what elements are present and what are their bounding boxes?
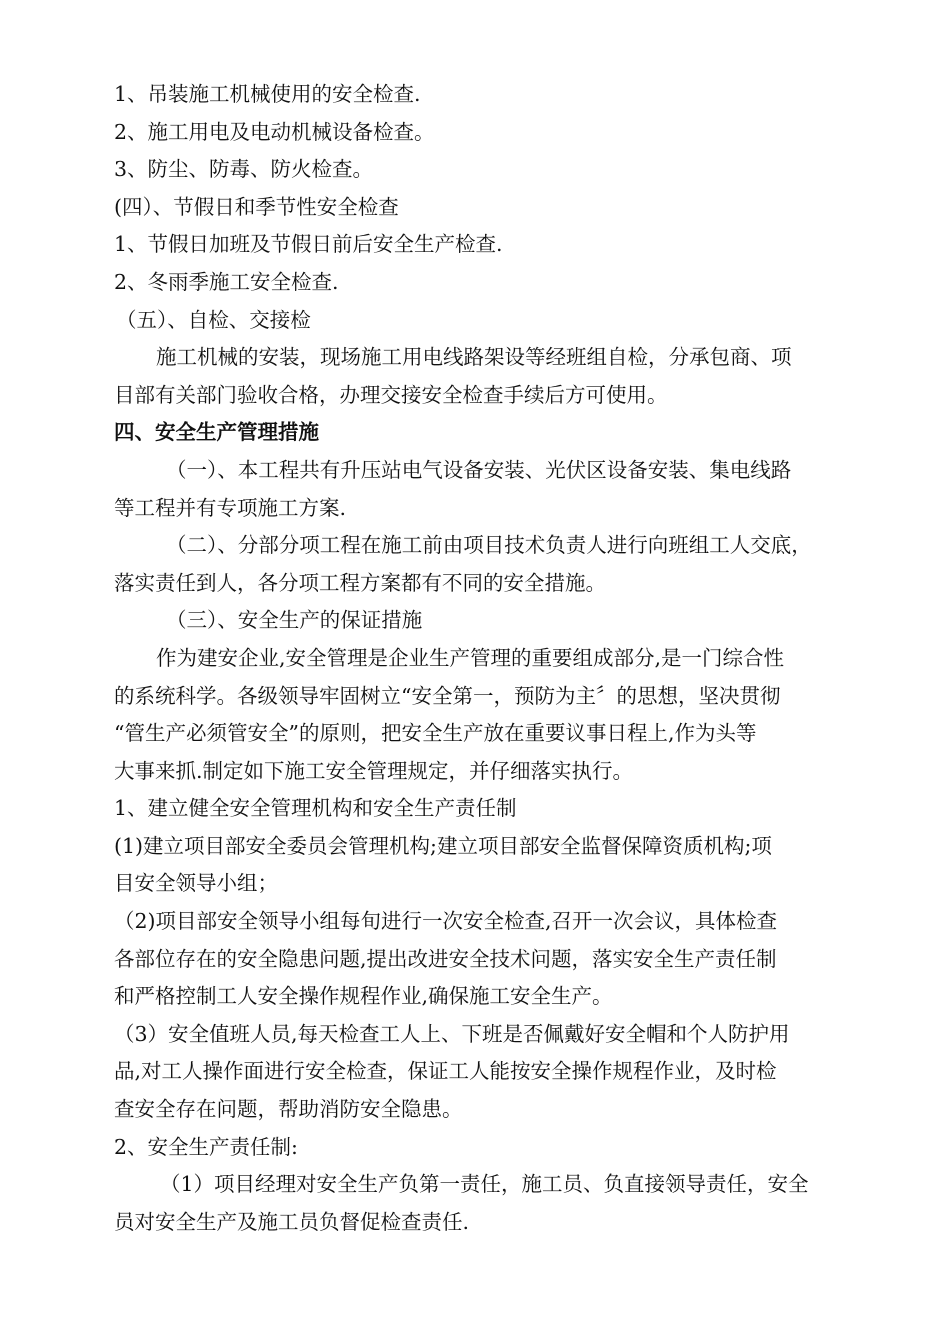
paragraph-line: 落实责任到人，各分项工程方案都有不同的安全措施。 [114, 570, 606, 595]
paragraph-line: 员对安全生产及施工员负督促检查责任. [114, 1209, 470, 1234]
section-heading: (四）、节假日和季节性安全检查 [114, 194, 399, 219]
list-item: 1、建立健全安全管理机构和安全生产责任制 [114, 796, 517, 821]
paragraph-line: （二）、分部分项工程在施工前由项目技术负责人进行向班组工人交底， [166, 533, 812, 558]
paragraph-line: 各部位存在的安全隐患问题,提出改进安全技术问题，落实安全生产责任制 [114, 946, 777, 971]
list-item: 3、防尘、防毒、防火检查。 [114, 157, 374, 182]
paragraph-line: 查安全存在问题，帮助消防安全隐患。 [114, 1097, 463, 1122]
paragraph-line: 目部有关部门验收合格，办理交接安全检查手续后方可使用。 [114, 382, 668, 407]
chapter-heading: 四、安全生产管理措施 [114, 420, 319, 445]
paragraph-line: 大事来抓.制定如下施工安全管理规定，并仔细落实执行。 [114, 758, 634, 783]
paragraph-line: （3）安全值班人员,每天检查工人上、下班是否佩戴好安全帽和个人防护用 [114, 1021, 790, 1046]
paragraph-line: 品,对工人操作面进行安全检查，保证工人能按安全操作规程作业，及时检 [114, 1059, 777, 1084]
paragraph-line: 的系统科学。各级领导牢固树立“安全第一，预防为主〞的思想，坚决贯彻 [114, 683, 781, 708]
paragraph-line: 目安全领导小组； [114, 871, 278, 896]
paragraph-line: （2)项目部安全领导小组每旬进行一次安全检查,召开一次会议，具体检查 [114, 909, 778, 934]
document-body [114, 76, 855, 1241]
paragraph-line: 等工程并有专项施工方案. [114, 495, 347, 520]
list-item: 1、节假日加班及节假日前后安全生产检查. [114, 232, 503, 257]
list-item: 2、施工用电及电动机械设备检查。 [114, 119, 435, 144]
section-heading: （五）、自检、交接检 [116, 307, 311, 332]
paragraph-line: （一）、本工程共有升压站电气设备安装、光伏区设备安装、集电线路 [166, 457, 792, 482]
list-item: 2、安全生产责任制: [114, 1134, 298, 1159]
paragraph-line: 作为建安企业,安全管理是企业生产管理的重要组成部分,是一门综合性 [156, 645, 785, 670]
paragraph-line: (1)建立项目部安全委员会管理机构;建立项目部安全监督保障资质机构;项 [114, 833, 772, 858]
section-heading: （三）、安全生产的保证措施 [166, 608, 423, 633]
paragraph-line: 施工机械的安装，现场施工用电线路架设等经班组自检，分承包商、项 [156, 345, 792, 370]
paragraph-line: “管生产必须管安全”的原则，把安全生产放在重要议事日程上,作为头等 [114, 721, 757, 746]
paragraph-line: （1）项目经理对安全生产负第一责任，施工员、负直接领导责任，安全 [160, 1172, 809, 1197]
list-item: 1、吊装施工机械使用的安全检查. [114, 82, 421, 106]
list-item: 2、冬雨季施工安全检查. [114, 269, 339, 294]
paragraph-line: 和严格控制工人安全操作规程作业,确保施工安全生产。 [114, 984, 613, 1009]
